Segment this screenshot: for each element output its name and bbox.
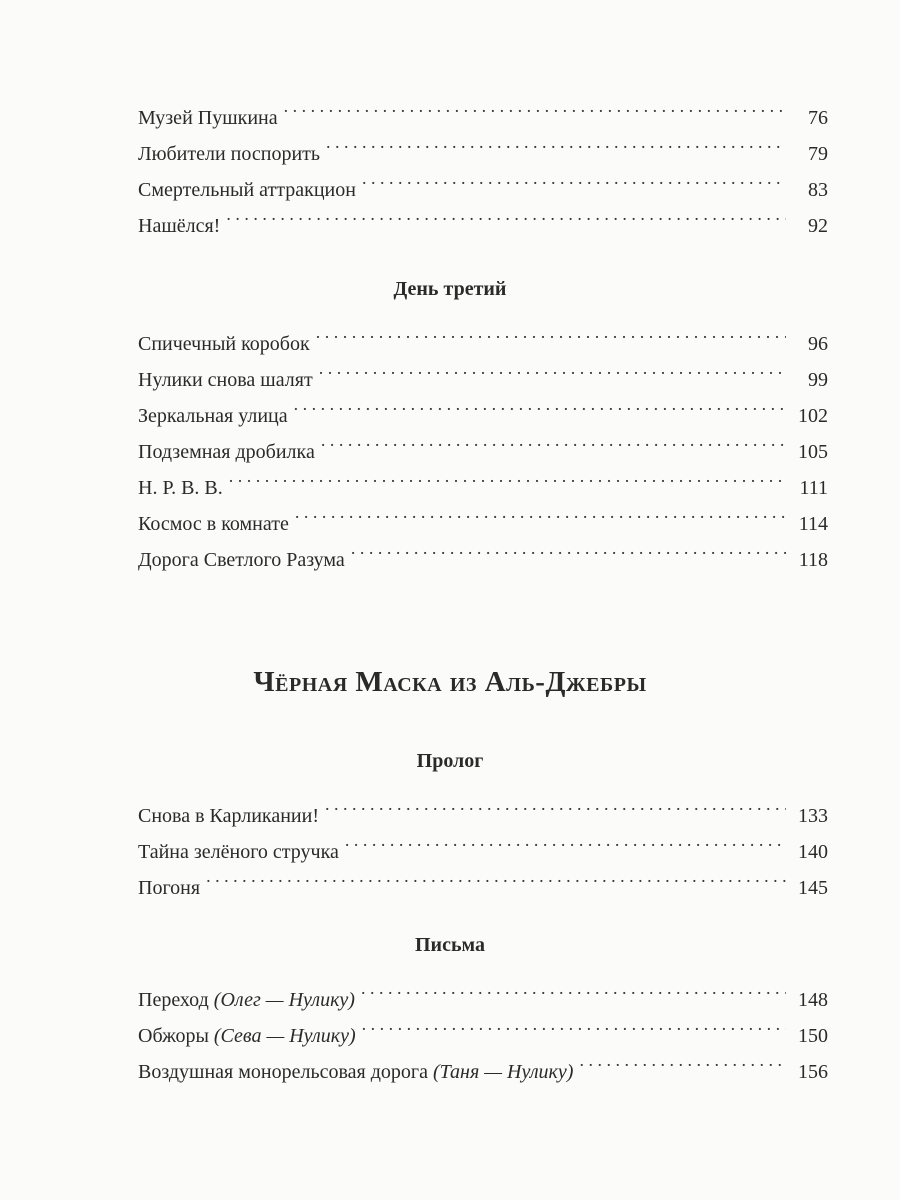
toc-entry-title: Подземная дробилка: [138, 441, 315, 463]
toc-entry-page: 150: [798, 1025, 828, 1047]
toc-entry-title: Н. Р. В. В.: [138, 477, 223, 499]
toc-entry-title: Нулики снова шалят: [138, 369, 313, 391]
toc-entry-title-text: Обжоры: [138, 1025, 209, 1047]
toc-entry-page: 99: [808, 369, 828, 391]
toc-leader-dots: [206, 858, 786, 894]
toc-entry-title: Космос в комнате: [138, 513, 289, 535]
toc-entry-title: Тайна зелёного стручка: [138, 841, 339, 863]
toc-entry-page: 156: [798, 1061, 828, 1083]
toc-entry: [138, 786, 828, 827]
toc-leader-dots: [579, 1042, 786, 1078]
toc-entry-page: 105: [798, 441, 828, 463]
section-heading-day3: День третий: [393, 278, 507, 300]
part-title: Чёрная Маска из Аль-Джебры: [253, 666, 647, 698]
toc-leader-dots: [362, 160, 786, 196]
toc-entry-title: [138, 1054, 579, 1090]
toc-entry-title: [138, 982, 361, 1018]
toc-entry-page: 102: [798, 405, 828, 427]
toc-entry-title: [138, 1018, 362, 1054]
toc-leader-dots: [325, 786, 786, 822]
toc-entry-title: Музей Пушкина: [138, 107, 278, 129]
toc-leader-dots: [284, 88, 786, 124]
toc-list-letters: [138, 970, 828, 1083]
toc-leader-dots: [316, 314, 786, 350]
toc-entry-page: 96: [808, 333, 828, 355]
toc-entry: [138, 858, 828, 899]
toc-entry-title: Спичечный коробок: [138, 333, 310, 355]
toc-entry: [138, 88, 828, 129]
toc-list-day2-end: [138, 88, 828, 237]
toc-entry-page: 145: [798, 877, 828, 899]
toc-leader-dots: [295, 494, 786, 530]
toc-leader-dots: [362, 1006, 786, 1042]
toc-entry-page: 114: [798, 513, 828, 535]
toc-entry-title: Снова в Карликании!: [138, 805, 319, 827]
toc-leader-dots: [361, 970, 786, 1006]
toc-entry-page: 140: [798, 841, 828, 863]
section-heading-letters: Письма: [414, 934, 486, 956]
toc-entry: [138, 314, 828, 355]
toc-entry-page: 111: [799, 477, 828, 499]
toc-leader-dots: [319, 350, 786, 386]
toc-leader-dots: [345, 822, 786, 858]
toc-entry-title-text: Переход: [138, 989, 209, 1011]
toc-leader-dots: [351, 530, 786, 566]
toc-entry: [138, 196, 828, 237]
section-heading-prologue: Пролог: [416, 750, 484, 772]
toc-entry-title: Погоня: [138, 877, 201, 899]
toc-entry-title-text: Воздушная монорельсовая дорога: [138, 1061, 428, 1083]
toc-entry-page: 76: [808, 107, 828, 129]
toc-entry-note: (Таня — Нулику): [432, 1061, 574, 1083]
toc-leader-dots: [229, 458, 786, 494]
toc-entry-page: 83: [808, 179, 828, 201]
toc-entry-page: 92: [808, 215, 828, 237]
toc-leader-dots: [226, 196, 786, 232]
toc-entry-title: Нашёлся!: [138, 215, 221, 237]
toc-entry-title: Зеркальная улица: [138, 405, 288, 427]
toc-list-prologue: [138, 786, 828, 899]
toc-entry-page: 79: [808, 143, 828, 165]
toc-entry-title: Дорога Светлого Разума: [138, 549, 345, 571]
toc-leader-dots: [321, 422, 786, 458]
toc-leader-dots: [294, 386, 786, 422]
toc-entry: [138, 494, 828, 535]
toc-entry-note: (Олег — Нулику): [213, 989, 355, 1011]
toc-entry-page: 118: [798, 549, 828, 571]
toc-entry-note: (Сева — Нулику): [213, 1025, 356, 1047]
toc-entry-page: 133: [798, 805, 828, 827]
toc-entry-title: Любители поспорить: [138, 143, 321, 165]
toc-leader-dots: [326, 124, 786, 160]
toc-entry-page: 148: [798, 989, 828, 1011]
toc-entry-title: Смертельный аттракцион: [138, 179, 356, 201]
toc-entry: [138, 970, 828, 1011]
toc-entry: [138, 458, 828, 499]
toc-list-day3: [138, 314, 828, 571]
